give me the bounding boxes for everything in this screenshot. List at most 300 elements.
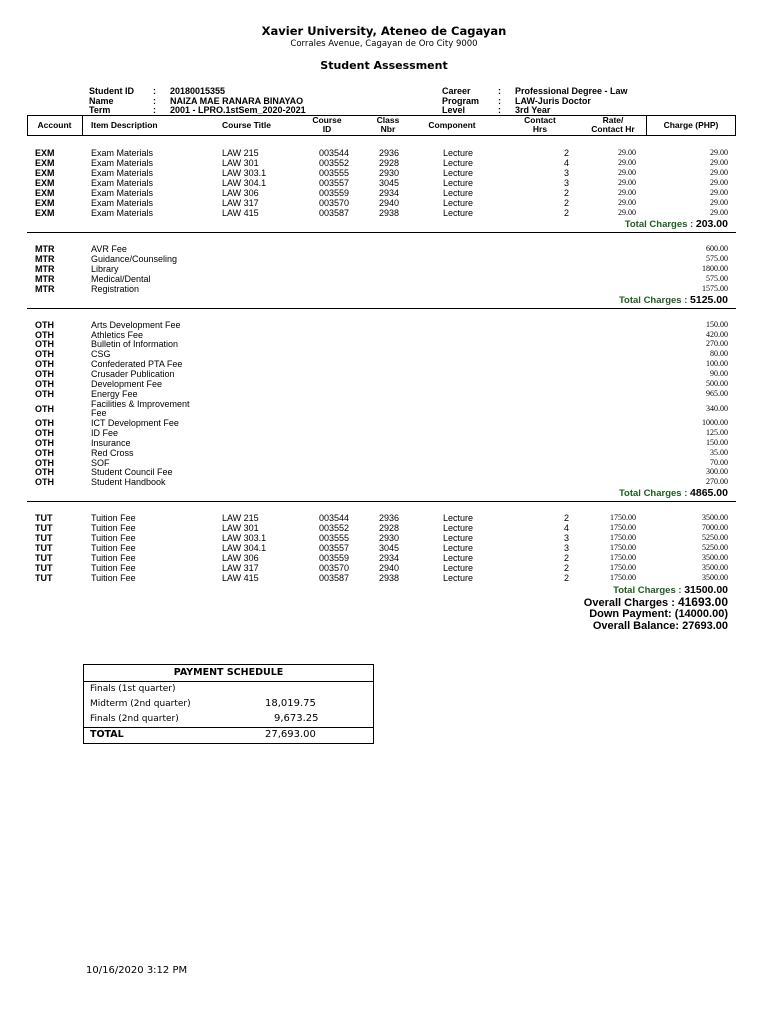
overall-charges	[584, 595, 728, 609]
overall-balance-value: 27693.00	[682, 620, 728, 632]
schedule-value: 18,019.75	[265, 698, 316, 709]
schedule-row	[90, 712, 370, 726]
account-code: MTR	[35, 264, 55, 274]
item-description: Student Handbook	[91, 477, 166, 487]
account-code: MTR	[35, 244, 55, 254]
item-description: AVR Fee	[91, 244, 127, 254]
table-row	[0, 513, 768, 523]
contact-hrs: 2	[564, 573, 570, 583]
item-description: Tuition Fee	[91, 573, 136, 583]
item-description: Library	[91, 264, 119, 274]
item-description: Confederated PTA Fee	[91, 359, 183, 369]
charge: 35.00	[710, 448, 728, 457]
account-code: TUT	[35, 513, 53, 523]
item-description: Tuition Fee	[91, 533, 136, 543]
charge: 3500.00	[702, 563, 728, 572]
table-row	[0, 448, 768, 458]
item-description: Facilities & Improvement	[91, 399, 190, 409]
item-description: Insurance	[91, 438, 131, 448]
total-label: Total Charges :	[618, 488, 688, 499]
print-timestamp: 10/16/2020 3:12 PM	[86, 965, 188, 976]
course-title: LAW 317	[222, 198, 259, 208]
charge: 29.00	[710, 168, 728, 177]
overall-balance	[593, 620, 728, 632]
course-title: LAW 415	[222, 208, 259, 218]
item-description: Exam Materials	[91, 178, 154, 188]
course-title: LAW 304.1	[222, 178, 267, 188]
level-label: Level	[442, 105, 466, 115]
course-id: 003559	[319, 188, 350, 198]
col-charge: Charge (PHP)	[663, 120, 719, 130]
total-value: 4865.00	[690, 487, 728, 499]
header-divider	[646, 115, 647, 136]
student-id-label: Student ID	[89, 86, 134, 96]
rate: 29.00	[618, 208, 636, 217]
rate: 29.00	[618, 188, 636, 197]
col-course-id-line2: ID	[322, 124, 332, 134]
term-label: Term	[89, 105, 111, 115]
oth-total	[619, 487, 728, 499]
item-description: Registration	[91, 284, 140, 294]
table-row	[0, 254, 768, 264]
class-nbr: 2938	[379, 208, 400, 218]
account-code: OTH	[35, 438, 54, 448]
section-divider	[27, 501, 736, 502]
item-description: Tuition Fee	[91, 553, 136, 563]
header-divider	[82, 115, 83, 136]
charge: 340.00	[706, 404, 728, 413]
class-nbr: 2938	[379, 573, 400, 583]
component: Lecture	[443, 513, 474, 523]
overall-charges-value: 41693.00	[677, 595, 728, 609]
account-code: TUT	[35, 533, 53, 543]
charge: 125.00	[706, 428, 728, 437]
charge: 1575.00	[702, 284, 728, 293]
item-description-cont: Fee	[91, 408, 107, 418]
term-value: 2001 - LPRO.1stSem_2020-2021	[170, 105, 306, 115]
schedule-label: Midterm (2nd quarter)	[90, 699, 191, 709]
col-class-nbr-line2: Nbr	[380, 124, 396, 134]
table-row	[0, 264, 768, 274]
item-description: Development Fee	[91, 379, 163, 389]
account-code: OTH	[35, 477, 54, 487]
rate: 1750.00	[610, 523, 636, 532]
course-title: LAW 306	[222, 188, 259, 198]
account-code: TUT	[35, 563, 53, 573]
contact-hrs: 2	[564, 563, 570, 573]
schedule-label: Finals (1st quarter)	[90, 684, 176, 694]
exm-total	[625, 218, 728, 230]
total-label: Total Charges :	[618, 295, 688, 306]
contact-hrs: 2	[564, 553, 570, 563]
course-id: 003587	[319, 573, 350, 583]
course-title: LAW 301	[222, 158, 259, 168]
col-course-title: Course Title	[222, 120, 271, 130]
table-row	[0, 208, 768, 218]
table-row	[0, 573, 768, 583]
col-class-nbr-line1: Class	[376, 115, 400, 125]
course-id: 003555	[319, 533, 350, 543]
rate: 1750.00	[610, 563, 636, 572]
item-description: Athletics Fee	[91, 330, 144, 340]
contact-hrs: 3	[564, 543, 570, 553]
table-row	[0, 148, 768, 158]
course-id: 003559	[319, 553, 350, 563]
charge: 3500.00	[702, 553, 728, 562]
mtr-total	[619, 294, 728, 306]
course-id: 003555	[319, 168, 350, 178]
charge: 3500.00	[702, 513, 728, 522]
account-code: OTH	[35, 359, 54, 369]
item-description: Arts Development Fee	[91, 320, 181, 330]
charge: 80.00	[710, 349, 728, 358]
course-id: 003544	[319, 148, 350, 158]
account-code: TUT	[35, 543, 53, 553]
course-title: LAW 215	[222, 148, 259, 158]
account-code: OTH	[35, 404, 54, 414]
charge: 300.00	[706, 467, 728, 476]
course-id: 003557	[319, 178, 350, 188]
class-nbr: 2940	[379, 563, 400, 573]
table-row	[0, 418, 768, 428]
component: Lecture	[443, 198, 474, 208]
rate: 29.00	[618, 158, 636, 167]
charge: 575.00	[706, 254, 728, 263]
table-row	[0, 198, 768, 208]
charge: 420.00	[706, 330, 728, 339]
account-code: MTR	[35, 254, 55, 264]
account-code: TUT	[35, 553, 53, 563]
charge: 500.00	[706, 379, 728, 388]
class-nbr: 2936	[379, 148, 400, 158]
table-row	[0, 188, 768, 198]
item-description: Tuition Fee	[91, 563, 136, 573]
header-bottom-border	[27, 135, 736, 136]
component: Lecture	[443, 148, 474, 158]
charge: 29.00	[710, 188, 728, 197]
course-title: LAW 303.1	[222, 168, 267, 178]
table-row	[0, 349, 768, 359]
charge: 1000.00	[702, 418, 728, 427]
component: Lecture	[443, 188, 474, 198]
colon: :	[498, 86, 501, 96]
col-rate	[582, 116, 644, 134]
account-code: OTH	[35, 349, 54, 359]
account-code: EXM	[35, 188, 55, 198]
schedule-total-label: TOTAL	[90, 729, 124, 740]
name-label: Name	[89, 96, 114, 106]
item-description: ID Fee	[91, 428, 119, 438]
table-row	[0, 428, 768, 438]
schedule-label: Finals (2nd quarter)	[90, 714, 179, 724]
table-row	[0, 369, 768, 379]
table-row	[0, 274, 768, 284]
item-description: Medical/Dental	[91, 274, 151, 284]
colon: :	[153, 96, 156, 106]
table-row	[0, 284, 768, 294]
rate: 29.00	[618, 198, 636, 207]
class-nbr: 2940	[379, 198, 400, 208]
charge: 5250.00	[702, 543, 728, 552]
component: Lecture	[443, 178, 474, 188]
table-row	[0, 168, 768, 178]
charge: 3500.00	[702, 573, 728, 582]
account-code: OTH	[35, 389, 54, 399]
rate: 1750.00	[610, 573, 636, 582]
course-id: 003587	[319, 208, 350, 218]
account-code: OTH	[35, 369, 54, 379]
down-payment-label: Down Payment:	[589, 608, 672, 620]
class-nbr: 3045	[379, 543, 400, 553]
contact-hrs: 3	[564, 533, 570, 543]
account-code: MTR	[35, 284, 55, 294]
charge: 29.00	[710, 148, 728, 157]
account-code: OTH	[35, 448, 54, 458]
charge: 70.00	[710, 458, 728, 467]
charge: 7000.00	[702, 523, 728, 532]
table-row	[0, 359, 768, 369]
account-code: TUT	[35, 573, 53, 583]
table-row	[0, 523, 768, 533]
career-value: Professional Degree - Law	[515, 86, 628, 96]
class-nbr: 2928	[379, 158, 400, 168]
section-divider	[27, 232, 736, 233]
course-id: 003552	[319, 158, 350, 168]
rate: 1750.00	[610, 543, 636, 552]
table-row	[0, 563, 768, 573]
contact-hrs: 2	[564, 188, 570, 198]
account-code: OTH	[35, 320, 54, 330]
account-code: OTH	[35, 458, 54, 468]
class-nbr: 2930	[379, 533, 400, 543]
document-title: Student Assessment	[320, 59, 448, 72]
col-rate-line1: Rate/	[602, 115, 624, 125]
overall-charges-label: Overall Charges :	[583, 597, 675, 609]
account-code: EXM	[35, 208, 55, 218]
col-contact-line1: Contact	[524, 115, 556, 125]
account-code: EXM	[35, 158, 55, 168]
contact-hrs: 3	[564, 168, 570, 178]
contact-hrs: 2	[564, 198, 570, 208]
item-description: Red Cross	[91, 448, 134, 458]
account-code: EXM	[35, 198, 55, 208]
charge: 270.00	[706, 477, 728, 486]
component: Lecture	[443, 543, 474, 553]
course-title: LAW 215	[222, 513, 259, 523]
component: Lecture	[443, 553, 474, 563]
class-nbr: 2928	[379, 523, 400, 533]
charge: 29.00	[710, 208, 728, 217]
course-title: LAW 317	[222, 563, 259, 573]
item-description: Guidance/Counseling	[91, 254, 178, 264]
charge: 965.00	[706, 389, 728, 398]
item-description: Tuition Fee	[91, 543, 136, 553]
item-description: Student Council Fee	[91, 467, 173, 477]
total-value: 203.00	[695, 218, 728, 230]
charge: 150.00	[706, 438, 728, 447]
account-code: EXM	[35, 168, 55, 178]
item-description: Energy Fee	[91, 389, 138, 399]
student-id-value: 20180015355	[170, 86, 226, 96]
contact-hrs: 2	[564, 513, 570, 523]
item-description: Bulletin of Information	[91, 339, 179, 349]
item-description: Exam Materials	[91, 198, 154, 208]
class-nbr: 2930	[379, 168, 400, 178]
course-title: LAW 415	[222, 573, 259, 583]
schedule-row	[90, 697, 370, 711]
class-nbr: 2936	[379, 513, 400, 523]
table-row	[0, 477, 768, 487]
col-course-id-line1: Course	[312, 115, 342, 125]
payment-schedule	[83, 664, 374, 744]
account-code: OTH	[35, 339, 54, 349]
overall-balance-label: Overall Balance:	[592, 620, 680, 632]
university-name: Xavier University, Ateneo de Cagayan	[261, 24, 507, 38]
table-row	[0, 533, 768, 543]
course-id: 003544	[319, 513, 350, 523]
level-value: 3rd Year	[515, 105, 551, 115]
total-label: Total Charges :	[624, 219, 694, 230]
item-description: Exam Materials	[91, 208, 154, 218]
charge: 5250.00	[702, 533, 728, 542]
account-code: OTH	[35, 379, 54, 389]
account-code: OTH	[35, 428, 54, 438]
item-description: Tuition Fee	[91, 513, 136, 523]
account-code: EXM	[35, 178, 55, 188]
course-id: 003552	[319, 523, 350, 533]
colon: :	[153, 86, 156, 96]
col-component: Component	[428, 120, 476, 130]
col-contact-hrs	[510, 116, 570, 134]
rate: 29.00	[618, 168, 636, 177]
schedule-total-value: 27,693.00	[265, 729, 316, 740]
item-description: Exam Materials	[91, 188, 154, 198]
col-class-nbr	[363, 116, 413, 134]
table-row	[0, 339, 768, 349]
class-nbr: 2934	[379, 553, 400, 563]
table-row	[0, 178, 768, 188]
total-label: Total Charges :	[613, 585, 682, 596]
course-title: LAW 306	[222, 553, 259, 563]
table-row	[0, 543, 768, 553]
charge: 270.00	[706, 339, 728, 348]
class-nbr: 2934	[379, 188, 400, 198]
charge: 29.00	[710, 178, 728, 187]
item-description: Crusader Publication	[91, 369, 175, 379]
down-payment	[589, 608, 728, 620]
career-label: Career	[442, 86, 471, 96]
component: Lecture	[443, 533, 474, 543]
table-row-continuation	[0, 408, 768, 418]
item-description: Tuition Fee	[91, 523, 136, 533]
contact-hrs: 2	[564, 208, 570, 218]
rate: 1750.00	[610, 513, 636, 522]
component: Lecture	[443, 573, 474, 583]
header-right-border	[735, 115, 736, 136]
table-row	[0, 438, 768, 448]
component: Lecture	[443, 523, 474, 533]
item-description: CSG	[91, 349, 111, 359]
name-value: NAIZA MAE RANARA BINAYAO	[170, 96, 304, 106]
table-row	[0, 467, 768, 477]
col-contact-line2: Hrs	[532, 124, 548, 134]
class-nbr: 3045	[379, 178, 400, 188]
item-description: Exam Materials	[91, 168, 154, 178]
account-code: EXM	[35, 148, 55, 158]
table-row	[0, 553, 768, 563]
course-title: LAW 304.1	[222, 543, 267, 553]
rate: 1750.00	[610, 533, 636, 542]
charge: 150.00	[706, 320, 728, 329]
colon: :	[153, 105, 156, 115]
account-code: OTH	[35, 467, 54, 477]
table-row	[0, 389, 768, 399]
table-row	[0, 379, 768, 389]
down-payment-value: (14000.00)	[674, 608, 728, 620]
total-value: 31500.00	[684, 584, 728, 596]
total-value: 5125.00	[690, 294, 728, 306]
charge: 600.00	[706, 244, 728, 253]
account-code: TUT	[35, 523, 53, 533]
col-item-description: Item Description	[91, 120, 158, 130]
item-description: Exam Materials	[91, 148, 154, 158]
university-address: Corrales Avenue, Cagayan de Oro City 9000	[290, 39, 478, 49]
course-id: 003570	[319, 198, 350, 208]
component: Lecture	[443, 208, 474, 218]
account-code: OTH	[35, 418, 54, 428]
colon: :	[498, 105, 501, 115]
program-label: Program	[442, 96, 480, 106]
course-title: LAW 303.1	[222, 533, 267, 543]
rate: 29.00	[618, 148, 636, 157]
component: Lecture	[443, 158, 474, 168]
col-account: Account	[37, 120, 72, 130]
schedule-row	[90, 682, 370, 696]
item-description: Exam Materials	[91, 158, 154, 168]
course-title: LAW 301	[222, 523, 259, 533]
payment-schedule-title: PAYMENT SCHEDULE	[84, 665, 373, 682]
contact-hrs: 2	[564, 148, 570, 158]
table-row	[0, 158, 768, 168]
col-rate-line2: Contact Hr	[591, 124, 635, 134]
component: Lecture	[443, 563, 474, 573]
colon: :	[498, 96, 501, 106]
contact-hrs: 3	[564, 178, 570, 188]
schedule-value: 9,673.25	[274, 713, 319, 724]
charge: 575.00	[706, 274, 728, 283]
course-id: 003570	[319, 563, 350, 573]
item-description: SOF	[91, 458, 110, 468]
charge: 1800.00	[702, 264, 728, 273]
schedule-total-row	[90, 728, 370, 742]
section-divider	[27, 308, 736, 309]
rate: 1750.00	[610, 553, 636, 562]
table-row	[0, 320, 768, 330]
component: Lecture	[443, 168, 474, 178]
charge: 29.00	[710, 198, 728, 207]
account-code: MTR	[35, 274, 55, 284]
table-row	[0, 244, 768, 254]
program-value: LAW-Juris Doctor	[515, 96, 591, 106]
contact-hrs: 4	[564, 523, 570, 533]
charge: 100.00	[706, 359, 728, 368]
col-course-id	[300, 116, 354, 134]
charge: 29.00	[710, 158, 728, 167]
rate: 29.00	[618, 178, 636, 187]
charge: 90.00	[710, 369, 728, 378]
course-id: 003557	[319, 543, 350, 553]
account-code: OTH	[35, 330, 54, 340]
